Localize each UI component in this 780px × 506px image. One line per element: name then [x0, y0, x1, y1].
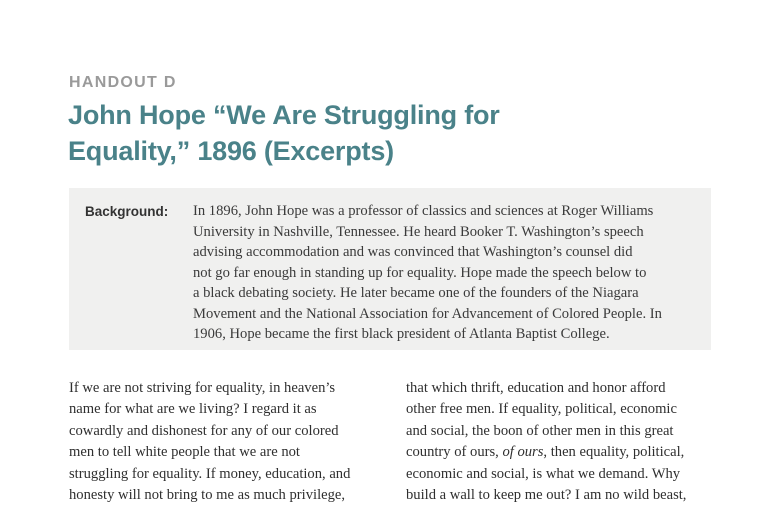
body-line: and social, the boon of other men in this great — [406, 422, 674, 439]
handout-label: HANDOUT D — [69, 74, 177, 91]
title-line: Equality,” 1896 (Excerpts) — [68, 136, 394, 166]
background-line: Movement and the National Association for Advancement of Colored People. In — [193, 305, 662, 322]
italic-emphasis: of ours — [502, 444, 544, 461]
background-line: advising accommodation and was convinced that Washington’s counsel did — [193, 244, 633, 260]
background-line: University in Nashville, Tennessee. He heard Booker T. Washington’s speech — [193, 223, 644, 240]
background-text — [193, 201, 705, 345]
speech-column-right — [406, 378, 726, 506]
body-line: economic and social, is what we demand. Why — [406, 465, 681, 482]
body-line-mixed — [406, 442, 726, 463]
body-line: that which thrift, education and honor afford — [406, 380, 666, 396]
title-line: John Hope “We Are Struggling for — [68, 100, 500, 130]
speech-column-left — [69, 378, 379, 506]
background-line: 1906, Hope became the first black president of Atlanta Baptist College. — [193, 326, 610, 342]
body-line: If we are not striving for equality, in heaven’s — [69, 380, 336, 396]
background-box — [69, 188, 711, 350]
page-title — [68, 97, 528, 169]
background-line: not go far enough in standing up for equality. Hope made the speech below to — [193, 264, 647, 281]
body-text: country of ours, — [406, 444, 503, 461]
background-line: a black debating society. He later became one of the founders of the Niagara — [193, 285, 639, 301]
background-label: Background: — [85, 204, 169, 219]
body-line: struggling for equality. If money, education, and — [69, 465, 351, 482]
body-line: other free men. If equality, political, economic — [406, 401, 677, 418]
body-line: honesty will not bring to me as much privilege, — [69, 487, 346, 504]
body-line: cowardly and dishonest for any of our colored — [69, 422, 339, 439]
background-line: In 1896, John Hope was a professor of classics and sciences at Roger Williams — [193, 203, 654, 219]
body-line: men to tell white people that we are not — [69, 444, 300, 461]
body-text: , then equality, political, — [543, 444, 685, 461]
body-line: build a wall to keep me out? I am no wild beast, — [406, 487, 687, 504]
body-line: name for what are we living? I regard it as — [69, 401, 317, 418]
